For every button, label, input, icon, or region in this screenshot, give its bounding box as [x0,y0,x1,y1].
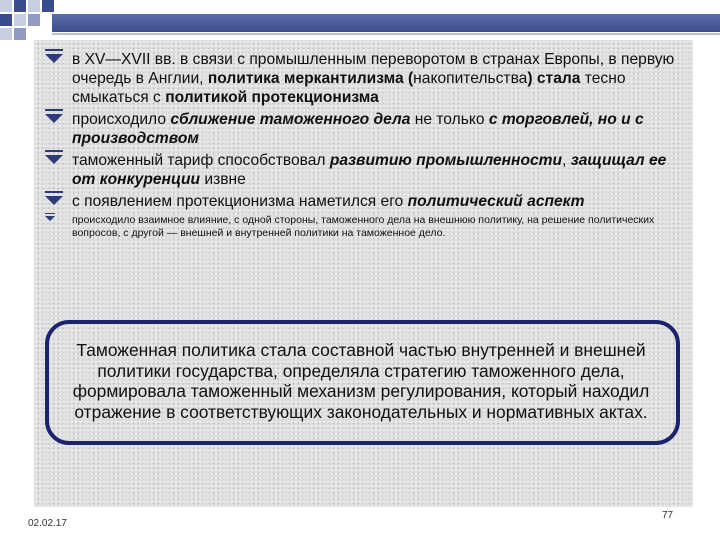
bullet-text: политика меркантилизма ( [207,70,414,87]
slide-number: 77 [662,510,674,521]
bullet-item [45,192,685,211]
corner-square [0,0,12,12]
bullet-text: извне [200,171,246,188]
corner-square [14,0,26,12]
bullet-text: накопительства [413,70,528,87]
bullet-marker-icon [45,114,63,123]
bullet-item [45,214,685,239]
bullet-text: с появлением протекционизма наметился его [72,193,408,210]
bullet-marker-icon [45,155,63,164]
corner-square [14,28,26,40]
bullet-text: развитию промышленности [329,152,563,169]
bullet-text: происходило [72,111,171,128]
bullet-text: с торговлей, но и с производством [72,111,644,147]
bullet-text: в XV—XVII вв. в связи с промышленным переворотом в странах Европы, в первую очередь в Англии, [72,51,675,87]
bullet-item [45,151,685,189]
corner-square [0,14,12,26]
callout-text: Таможенная политика стала составной частью внутренней и внешней политики государства, определяла стратегию таможенного дела, формировала таможенный механизм регулирования, который находил отражение в соответствующих законодательных и нормативных актах. [72,340,650,422]
bullet-text: не только [410,111,489,128]
bullet-marker-icon [45,216,55,221]
corner-square [0,28,12,40]
bullet-text: политический аспект [407,193,585,210]
bullet-text: сближение таможенного дела [170,111,411,128]
bullet-item [45,110,685,148]
header-bar [52,14,720,32]
bullet-text: ) стала [527,70,585,87]
bullet-text: защищал ее от конкуренции [72,152,667,188]
corner-square [14,14,26,26]
bullet-text: таможенный тариф способствовал [72,152,330,169]
bullet-text: происходило взаимное влияние, с одной стороны, таможенного дела на внешнюю политику, на решение политических вопросов, с другой — внешней и внутренней политики на таможенное дело. [72,214,655,239]
bullet-marker-icon [45,196,63,205]
header-rule [52,33,720,35]
bullet-text: , [562,152,571,169]
slide-date: 02.02.17 [28,518,67,529]
bullet-item [45,50,685,107]
bullet-marker-icon [45,54,63,63]
bullet-text: тесно смыкаться с [72,70,626,106]
bullet-list [45,50,685,242]
corner-square [28,14,40,26]
corner-square [28,0,40,12]
corner-square [42,0,54,12]
bullet-text: политикой протекционизма [165,89,379,106]
